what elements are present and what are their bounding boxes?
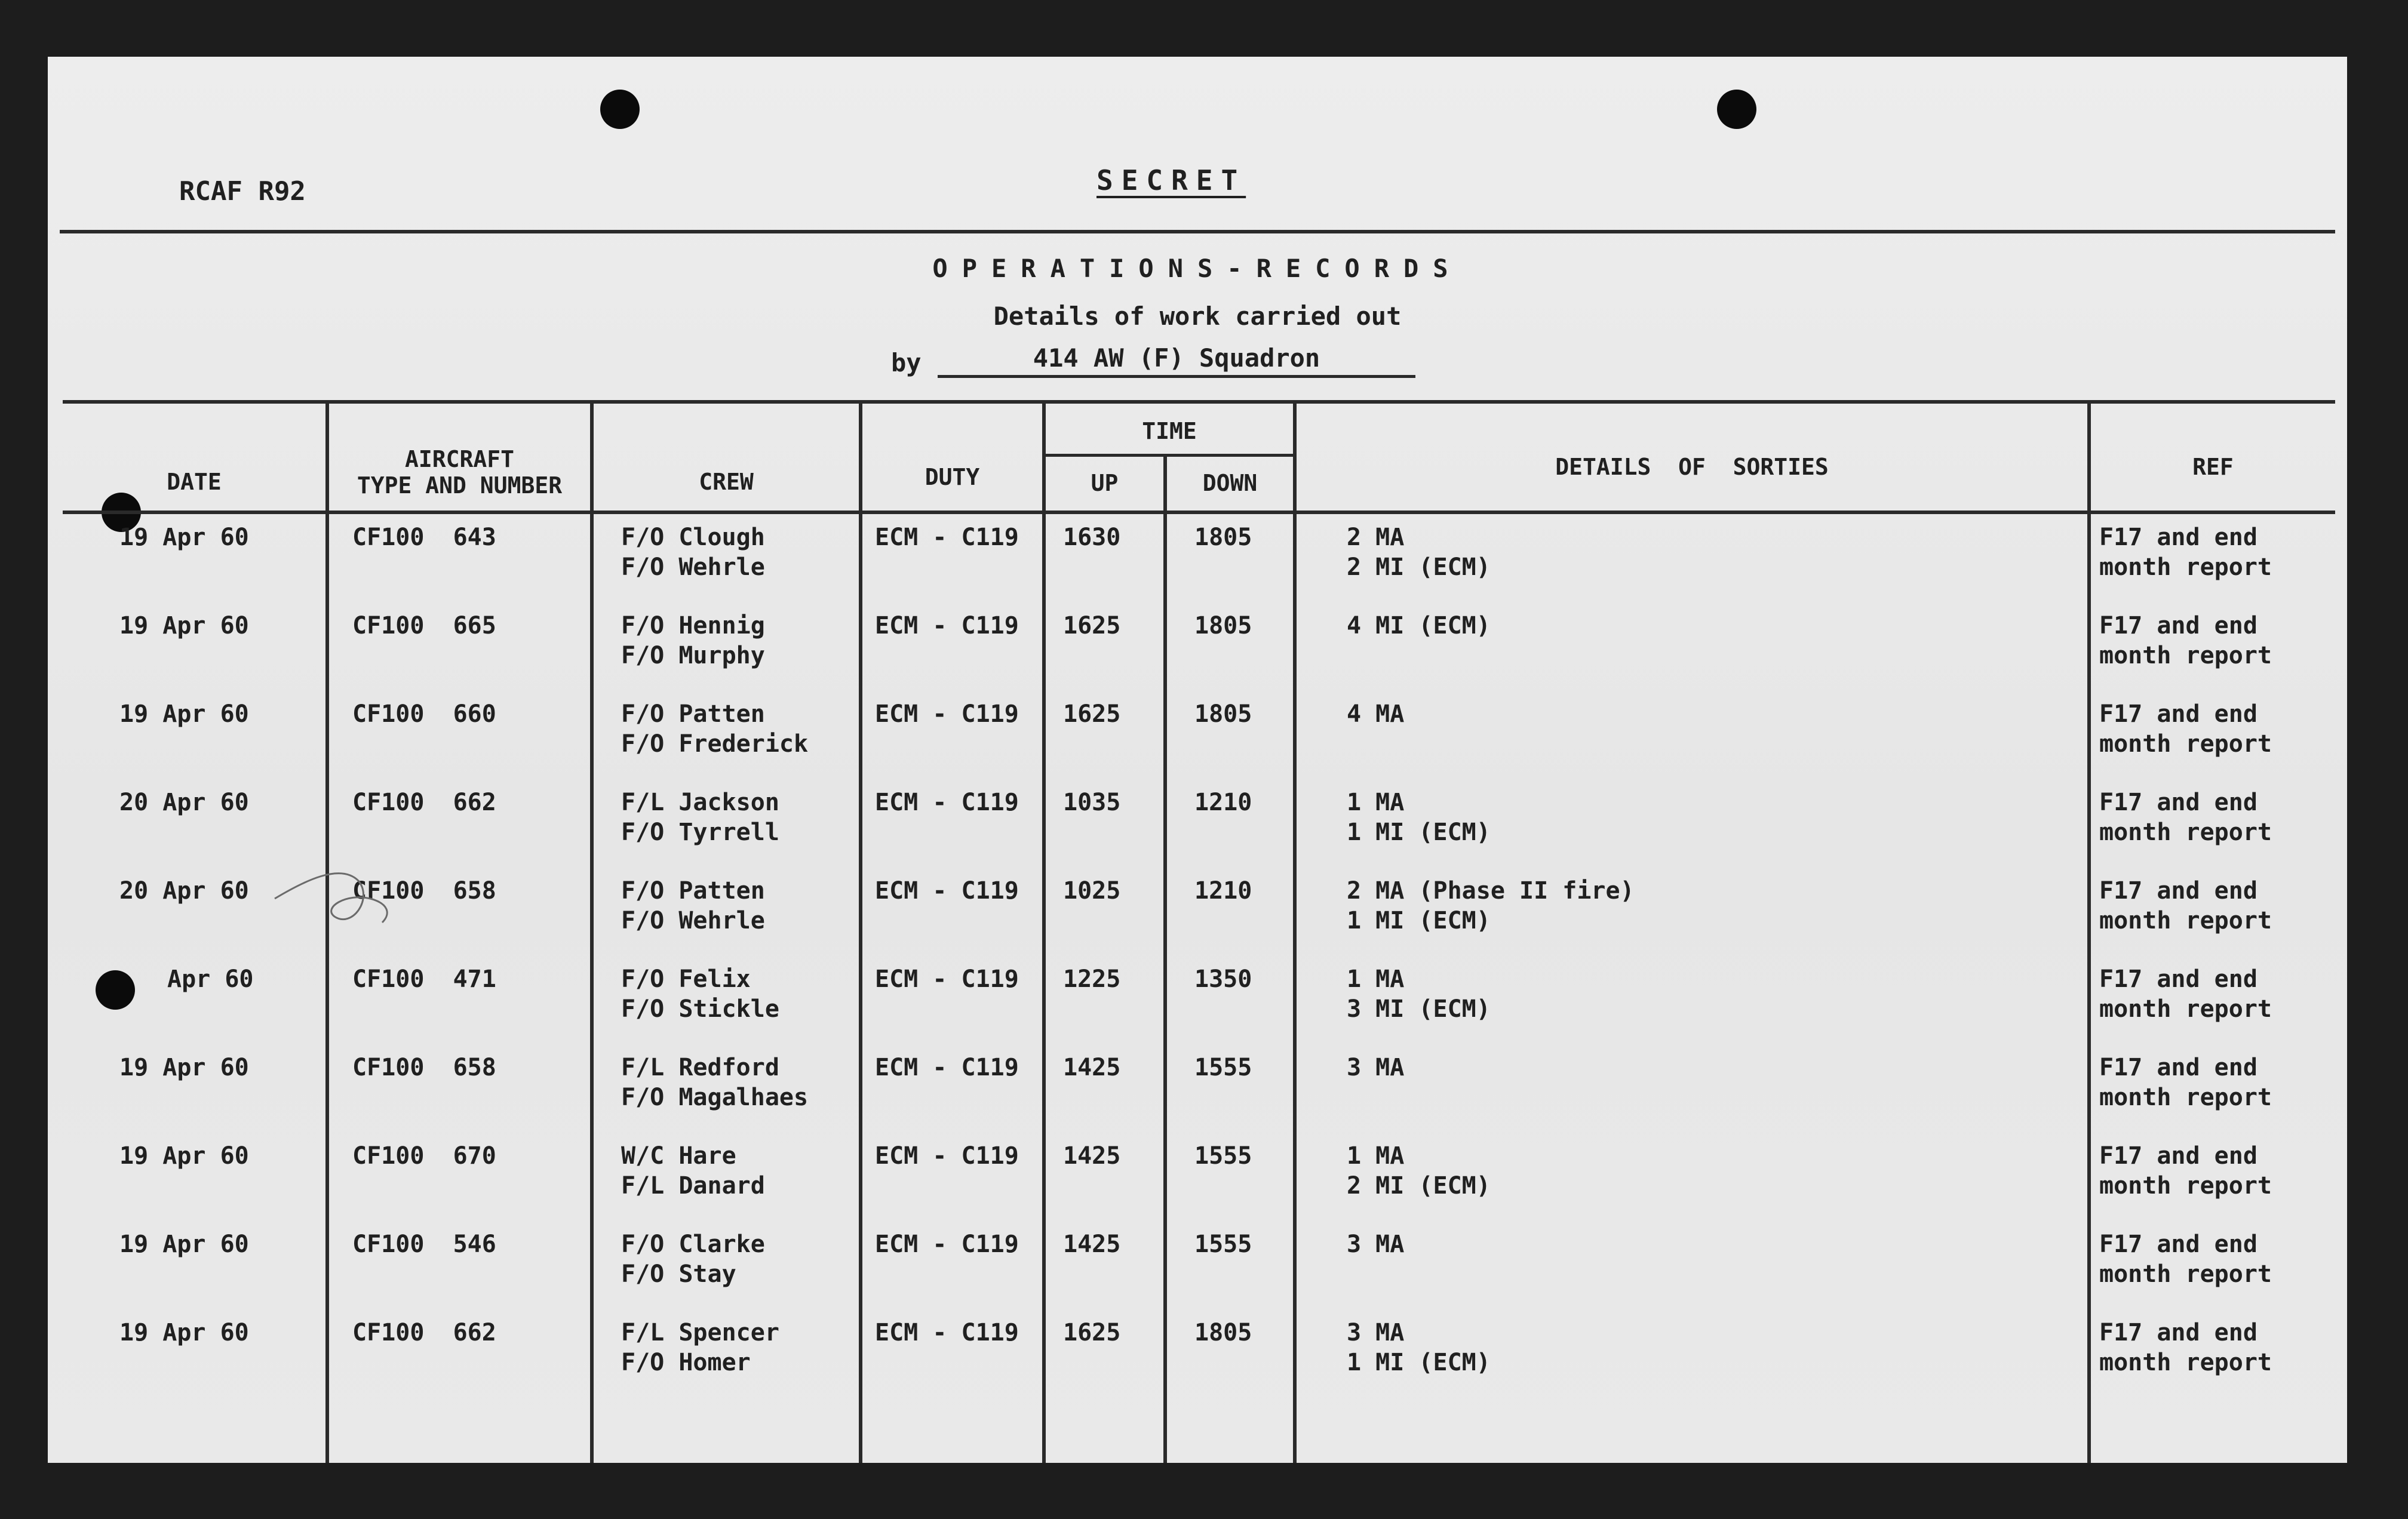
cell-up: 1625 — [1063, 700, 1121, 728]
cell-crew: F/O Patten F/O Frederick — [621, 700, 809, 758]
cell-up: 1625 — [1063, 612, 1121, 639]
punch-hole — [600, 90, 640, 129]
column-divider — [1163, 454, 1167, 1463]
cell-down: 1555 — [1194, 1231, 1252, 1258]
cell-up: 1425 — [1063, 1054, 1121, 1081]
cell-ref: F17 and end month report — [2099, 612, 2272, 669]
column-divider — [590, 400, 594, 1463]
time-header-divider — [1042, 454, 1293, 457]
cell-ref: F17 and end month report — [2099, 877, 2272, 934]
column-header-crew: CREW — [699, 469, 754, 495]
cell-ref: F17 and end month report — [2099, 1142, 2272, 1200]
header-divider — [60, 230, 2335, 233]
by-label: by — [891, 348, 922, 377]
cell-crew: F/L Jackson F/O Tyrrell — [621, 789, 779, 846]
page-title: OPERATIONS-RECORDS — [932, 254, 1463, 283]
cell-down: 1350 — [1194, 965, 1252, 993]
column-divider — [1293, 400, 1297, 1463]
cell-duty: ECM - C119 — [875, 1319, 1019, 1346]
cell-crew: F/O Clough F/O Wehrle — [621, 524, 765, 581]
column-header-details: DETAILS OF SORTIES — [1555, 454, 1829, 480]
cell-date: 19 Apr 60 — [119, 1231, 249, 1258]
cell-aircraft: CF100 670 — [352, 1142, 496, 1170]
cell-up: 1425 — [1063, 1231, 1121, 1258]
cell-down: 1805 — [1194, 700, 1252, 728]
cell-up: 1425 — [1063, 1142, 1121, 1170]
record-sheet — [48, 57, 2347, 1463]
cell-details: 3 MA 1 MI (ECM) — [1347, 1319, 1491, 1376]
cell-up: 1225 — [1063, 965, 1121, 993]
cell-crew: F/O Patten F/O Wehrle — [621, 877, 765, 934]
cell-crew: F/O Felix F/O Stickle — [621, 965, 779, 1023]
cell-crew: F/O Hennig F/O Murphy — [621, 612, 765, 669]
cell-details: 2 MA (Phase II fire) 1 MI (ECM) — [1347, 877, 1635, 934]
cell-date: 19 Apr 60 — [119, 612, 249, 639]
cell-duty: ECM - C119 — [875, 1231, 1019, 1258]
cell-ref: F17 and end month report — [2099, 965, 2272, 1023]
cell-aircraft: CF100 546 — [352, 1231, 496, 1258]
cell-up: 1630 — [1063, 524, 1121, 551]
cell-aircraft: CF100 658 — [352, 877, 496, 905]
cell-date: 19 Apr 60 — [119, 700, 249, 728]
cell-ref: F17 and end month report — [2099, 700, 2272, 758]
cell-crew: F/L Redford F/O Magalhaes — [621, 1054, 809, 1111]
page-subtitle: Details of work carried out — [993, 302, 1402, 331]
cell-ref: F17 and end month report — [2099, 524, 2272, 581]
cell-duty: ECM - C119 — [875, 1142, 1019, 1170]
cell-down: 1210 — [1194, 789, 1252, 816]
cell-down: 1805 — [1194, 612, 1252, 639]
cell-date: 19 Apr 60 — [119, 524, 249, 551]
cell-duty: ECM - C119 — [875, 1054, 1019, 1081]
cell-date: 19 Apr 60 — [119, 1319, 249, 1346]
cell-aircraft: CF100 662 — [352, 789, 496, 816]
unit-name: 414 AW (F) Squadron — [938, 343, 1415, 378]
cell-aircraft: CF100 658 — [352, 1054, 496, 1081]
cell-crew: F/L Spencer F/O Homer — [621, 1319, 779, 1376]
cell-details: 4 MA — [1347, 700, 1405, 728]
cell-aircraft: CF100 471 — [352, 965, 496, 993]
cell-date: 20 Apr 60 — [119, 877, 249, 905]
cell-details: 1 MA 2 MI (ECM) — [1347, 1142, 1491, 1200]
classification-stamp: SECRET — [1096, 164, 1246, 196]
table-top-border — [63, 400, 2335, 404]
cell-up: 1025 — [1063, 877, 1121, 905]
punch-hole — [96, 970, 135, 1010]
column-header-ref: REF — [2192, 454, 2234, 480]
cell-duty: ECM - C119 — [875, 965, 1019, 993]
punch-hole — [1717, 90, 1756, 129]
cell-duty: ECM - C119 — [875, 877, 1019, 905]
cell-date: 20 Apr 60 — [119, 789, 249, 816]
cell-date: 19 Apr 60 — [119, 1142, 249, 1170]
cell-up: 1625 — [1063, 1319, 1121, 1346]
cell-details: 3 MA — [1347, 1054, 1405, 1081]
cell-date: 19 Apr 60 — [119, 1054, 249, 1081]
cell-down: 1555 — [1194, 1142, 1252, 1170]
cell-ref: F17 and end month report — [2099, 1054, 2272, 1111]
cell-down: 1805 — [1194, 1319, 1252, 1346]
cell-details: 4 MI (ECM) — [1347, 612, 1491, 639]
column-divider — [1042, 400, 1046, 1463]
cell-aircraft: CF100 643 — [352, 524, 496, 551]
cell-details: 1 MA 1 MI (ECM) — [1347, 789, 1491, 846]
cell-duty: ECM - C119 — [875, 789, 1019, 816]
cell-ref: F17 and end month report — [2099, 1231, 2272, 1288]
cell-aircraft: CF100 660 — [352, 700, 496, 728]
table-header-border — [63, 511, 2335, 514]
pencil-scribble — [269, 857, 400, 940]
cell-aircraft: CF100 665 — [352, 612, 496, 639]
cell-duty: ECM - C119 — [875, 612, 1019, 639]
cell-aircraft: CF100 662 — [352, 1319, 496, 1346]
column-header-time: TIME — [1142, 418, 1197, 444]
cell-crew: W/C Hare F/L Danard — [621, 1142, 765, 1200]
cell-details: 1 MA 3 MI (ECM) — [1347, 965, 1491, 1023]
form-id: RCAF R92 — [179, 176, 306, 207]
column-header-duty: DUTY — [924, 464, 980, 490]
cell-up: 1035 — [1063, 789, 1121, 816]
column-divider — [2087, 400, 2091, 1463]
column-divider — [859, 400, 862, 1463]
cell-down: 1555 — [1194, 1054, 1252, 1081]
column-header-date: DATE — [167, 469, 222, 495]
cell-details: 2 MA 2 MI (ECM) — [1347, 524, 1491, 581]
cell-ref: F17 and end month report — [2099, 1319, 2272, 1376]
cell-duty: ECM - C119 — [875, 700, 1019, 728]
cell-crew: F/O Clarke F/O Stay — [621, 1231, 765, 1288]
column-header-up: UP — [1091, 470, 1119, 496]
cell-down: 1210 — [1194, 877, 1252, 905]
cell-date: Apr 60 — [167, 965, 254, 993]
column-header-down: DOWN — [1202, 470, 1258, 496]
cell-down: 1805 — [1194, 524, 1252, 551]
cell-duty: ECM - C119 — [875, 524, 1019, 551]
column-header-aircraft: AIRCRAFT TYPE AND NUMBER — [357, 446, 563, 499]
cell-ref: F17 and end month report — [2099, 789, 2272, 846]
cell-details: 3 MA — [1347, 1231, 1405, 1258]
